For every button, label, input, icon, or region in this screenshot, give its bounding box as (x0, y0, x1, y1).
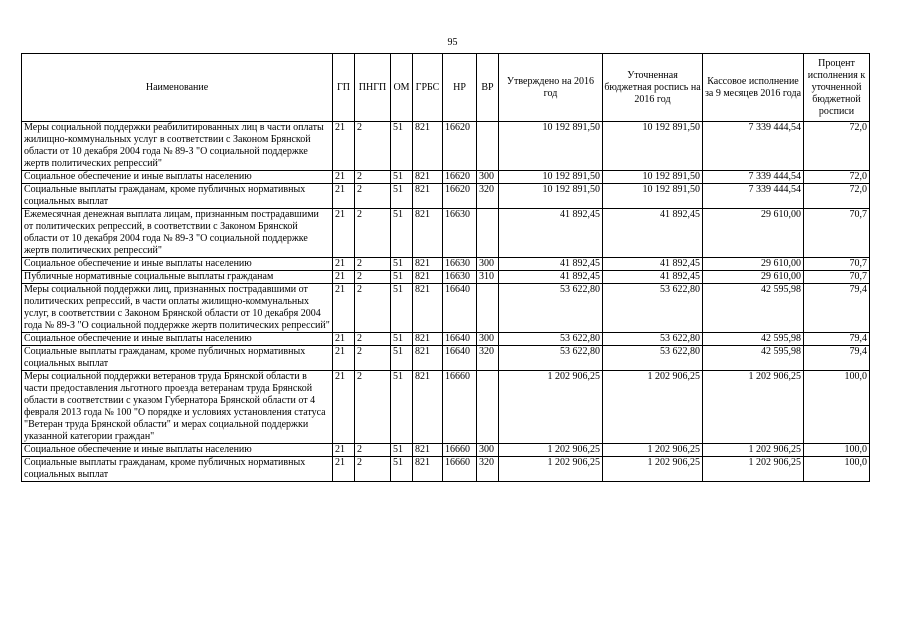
cell-om: 51 (391, 333, 413, 346)
cell-executed: 42 595,98 (703, 346, 804, 371)
cell-grbs: 821 (413, 271, 443, 284)
cell-grbs: 821 (413, 371, 443, 444)
cell-vr: 310 (477, 271, 499, 284)
cell-approved: 1 202 906,25 (499, 371, 603, 444)
cell-percent: 79,4 (804, 346, 870, 371)
header-approved: Утверждено на 2016 год (499, 54, 603, 122)
header-nr: НР (443, 54, 477, 122)
header-gp: ГП (333, 54, 355, 122)
cell-pngp: 2 (355, 284, 391, 333)
cell-executed: 7 339 444,54 (703, 122, 804, 171)
cell-percent: 72,0 (804, 171, 870, 184)
header-om: ОМ (391, 54, 413, 122)
cell-approved: 41 892,45 (499, 271, 603, 284)
cell-executed: 7 339 444,54 (703, 184, 804, 209)
cell-vr: 300 (477, 258, 499, 271)
table-row (22, 184, 870, 209)
cell-pngp: 2 (355, 171, 391, 184)
table-row (22, 122, 870, 171)
cell-om: 51 (391, 122, 413, 171)
cell-gp: 21 (333, 333, 355, 346)
cell-executed: 1 202 906,25 (703, 444, 804, 457)
cell-approved: 41 892,45 (499, 209, 603, 258)
table-row (22, 371, 870, 444)
cell-revised: 10 192 891,50 (603, 171, 703, 184)
cell-name: Социальное обеспечение и иные выплаты населению (22, 444, 333, 457)
cell-approved: 53 622,80 (499, 346, 603, 371)
cell-pngp: 2 (355, 258, 391, 271)
cell-nr: 16620 (443, 171, 477, 184)
cell-vr (477, 284, 499, 333)
page-number: 95 (447, 37, 458, 48)
cell-om: 51 (391, 171, 413, 184)
cell-om: 51 (391, 371, 413, 444)
cell-pngp: 2 (355, 122, 391, 171)
cell-nr: 16620 (443, 122, 477, 171)
cell-nr: 16660 (443, 457, 477, 482)
cell-gp: 21 (333, 271, 355, 284)
cell-pngp: 2 (355, 271, 391, 284)
cell-percent: 70,7 (804, 209, 870, 258)
cell-name: Меры социальной поддержки ветеранов труда Брянской области в части предоставления льготного проезда ветеранам труда Брянской области в соответствии с указом Губернатора Брянской области от 4 февраля 2013 года № 100 "О порядке и условиях установления статуса "Ветеран труда Брянской области" и мерах социальной поддержки указанной категории граждан" (22, 371, 333, 444)
cell-pngp: 2 (355, 209, 391, 258)
cell-gp: 21 (333, 184, 355, 209)
cell-vr: 320 (477, 184, 499, 209)
cell-vr (477, 209, 499, 258)
cell-revised: 53 622,80 (603, 346, 703, 371)
cell-revised: 1 202 906,25 (603, 444, 703, 457)
header-name: Наименование (22, 54, 333, 122)
cell-grbs: 821 (413, 457, 443, 482)
cell-vr: 300 (477, 444, 499, 457)
cell-name: Ежемесячная денежная выплата лицам, признанным пострадавшими от политических репрессий, в соответствии с Законом Брянской области от 10 декабря 2004 года № 89-З "О социальной поддержке жертв политических репрессий" (22, 209, 333, 258)
cell-approved: 53 622,80 (499, 284, 603, 333)
cell-pngp: 2 (355, 184, 391, 209)
cell-name: Социальное обеспечение и иные выплаты населению (22, 258, 333, 271)
cell-approved: 10 192 891,50 (499, 122, 603, 171)
header-percent: Процент исполнения к уточненной бюджетной росписи (804, 54, 870, 122)
header-revised: Уточненная бюджетная роспись на 2016 год (603, 54, 703, 122)
cell-nr: 16660 (443, 444, 477, 457)
cell-approved: 10 192 891,50 (499, 171, 603, 184)
table-row (22, 457, 870, 482)
cell-vr (477, 371, 499, 444)
cell-approved: 41 892,45 (499, 258, 603, 271)
cell-om: 51 (391, 457, 413, 482)
cell-revised: 10 192 891,50 (603, 122, 703, 171)
cell-pngp: 2 (355, 333, 391, 346)
cell-name: Социальное обеспечение и иные выплаты населению (22, 171, 333, 184)
cell-executed: 29 610,00 (703, 258, 804, 271)
cell-grbs: 821 (413, 444, 443, 457)
budget-table (21, 53, 870, 482)
cell-om: 51 (391, 271, 413, 284)
cell-vr (477, 122, 499, 171)
cell-executed: 29 610,00 (703, 209, 804, 258)
table-row (22, 271, 870, 284)
cell-gp: 21 (333, 457, 355, 482)
cell-percent: 72,0 (804, 184, 870, 209)
cell-approved: 1 202 906,25 (499, 444, 603, 457)
cell-revised: 41 892,45 (603, 258, 703, 271)
cell-gp: 21 (333, 284, 355, 333)
cell-pngp: 2 (355, 371, 391, 444)
cell-revised: 10 192 891,50 (603, 184, 703, 209)
cell-om: 51 (391, 284, 413, 333)
header-executed: Кассовое исполнение за 9 месяцев 2016 года (703, 54, 804, 122)
cell-gp: 21 (333, 346, 355, 371)
cell-percent: 100,0 (804, 444, 870, 457)
cell-name: Меры социальной поддержки реабилитированных лиц в части оплаты жилищно-коммунальных услуг в соответствии с Законом Брянской области от 10 декабря 2004 года № 89-З "О социальной поддержке жертв политических репрессий" (22, 122, 333, 171)
header-vr: ВР (477, 54, 499, 122)
cell-om: 51 (391, 184, 413, 209)
cell-vr: 300 (477, 171, 499, 184)
cell-gp: 21 (333, 122, 355, 171)
cell-name: Социальные выплаты гражданам, кроме публичных нормативных социальных выплат (22, 457, 333, 482)
cell-revised: 1 202 906,25 (603, 371, 703, 444)
cell-approved: 10 192 891,50 (499, 184, 603, 209)
table-row (22, 346, 870, 371)
cell-executed: 42 595,98 (703, 284, 804, 333)
cell-approved: 53 622,80 (499, 333, 603, 346)
cell-nr: 16620 (443, 184, 477, 209)
cell-revised: 41 892,45 (603, 209, 703, 258)
cell-grbs: 821 (413, 184, 443, 209)
cell-nr: 16640 (443, 284, 477, 333)
cell-om: 51 (391, 258, 413, 271)
cell-nr: 16660 (443, 371, 477, 444)
cell-nr: 16630 (443, 271, 477, 284)
table-row (22, 444, 870, 457)
header-grbs: ГРБС (413, 54, 443, 122)
cell-name: Социальные выплаты гражданам, кроме публичных нормативных социальных выплат (22, 184, 333, 209)
table-row (22, 258, 870, 271)
cell-vr: 320 (477, 457, 499, 482)
cell-percent: 72,0 (804, 122, 870, 171)
cell-nr: 16640 (443, 333, 477, 346)
cell-name: Социальное обеспечение и иные выплаты населению (22, 333, 333, 346)
cell-approved: 1 202 906,25 (499, 457, 603, 482)
cell-vr: 320 (477, 346, 499, 371)
table-header-row (22, 54, 870, 122)
table-row (22, 171, 870, 184)
cell-executed: 7 339 444,54 (703, 171, 804, 184)
cell-gp: 21 (333, 209, 355, 258)
cell-percent: 100,0 (804, 457, 870, 482)
cell-pngp: 2 (355, 346, 391, 371)
cell-grbs: 821 (413, 209, 443, 258)
cell-vr: 300 (477, 333, 499, 346)
cell-gp: 21 (333, 371, 355, 444)
cell-percent: 70,7 (804, 258, 870, 271)
cell-om: 51 (391, 209, 413, 258)
cell-gp: 21 (333, 444, 355, 457)
table-row (22, 209, 870, 258)
cell-revised: 1 202 906,25 (603, 457, 703, 482)
cell-grbs: 821 (413, 284, 443, 333)
cell-percent: 100,0 (804, 371, 870, 444)
cell-om: 51 (391, 346, 413, 371)
cell-executed: 1 202 906,25 (703, 457, 804, 482)
cell-om: 51 (391, 444, 413, 457)
table-row (22, 333, 870, 346)
cell-grbs: 821 (413, 333, 443, 346)
cell-percent: 79,4 (804, 333, 870, 346)
table-row (22, 284, 870, 333)
cell-percent: 79,4 (804, 284, 870, 333)
cell-nr: 16640 (443, 346, 477, 371)
cell-name: Публичные нормативные социальные выплаты гражданам (22, 271, 333, 284)
cell-grbs: 821 (413, 122, 443, 171)
cell-pngp: 2 (355, 457, 391, 482)
cell-revised: 53 622,80 (603, 333, 703, 346)
header-pngp: ПНГП (355, 54, 391, 122)
cell-executed: 1 202 906,25 (703, 371, 804, 444)
cell-name: Меры социальной поддержки лиц, признанных пострадавшими от политических репрессий, в части оплаты жилищно-коммунальных услуг, в соответствии с Законом Брянской области от 10 декабря 2004 года № 89-З "О социальной поддержке жертв политических репрессий" (22, 284, 333, 333)
cell-revised: 41 892,45 (603, 271, 703, 284)
cell-name: Социальные выплаты гражданам, кроме публичных нормативных социальных выплат (22, 346, 333, 371)
cell-gp: 21 (333, 258, 355, 271)
cell-grbs: 821 (413, 258, 443, 271)
cell-percent: 70,7 (804, 271, 870, 284)
cell-nr: 16630 (443, 209, 477, 258)
cell-executed: 29 610,00 (703, 271, 804, 284)
cell-grbs: 821 (413, 346, 443, 371)
cell-grbs: 821 (413, 171, 443, 184)
cell-executed: 42 595,98 (703, 333, 804, 346)
cell-revised: 53 622,80 (603, 284, 703, 333)
cell-nr: 16630 (443, 258, 477, 271)
cell-gp: 21 (333, 171, 355, 184)
cell-pngp: 2 (355, 444, 391, 457)
table-body (22, 122, 870, 482)
